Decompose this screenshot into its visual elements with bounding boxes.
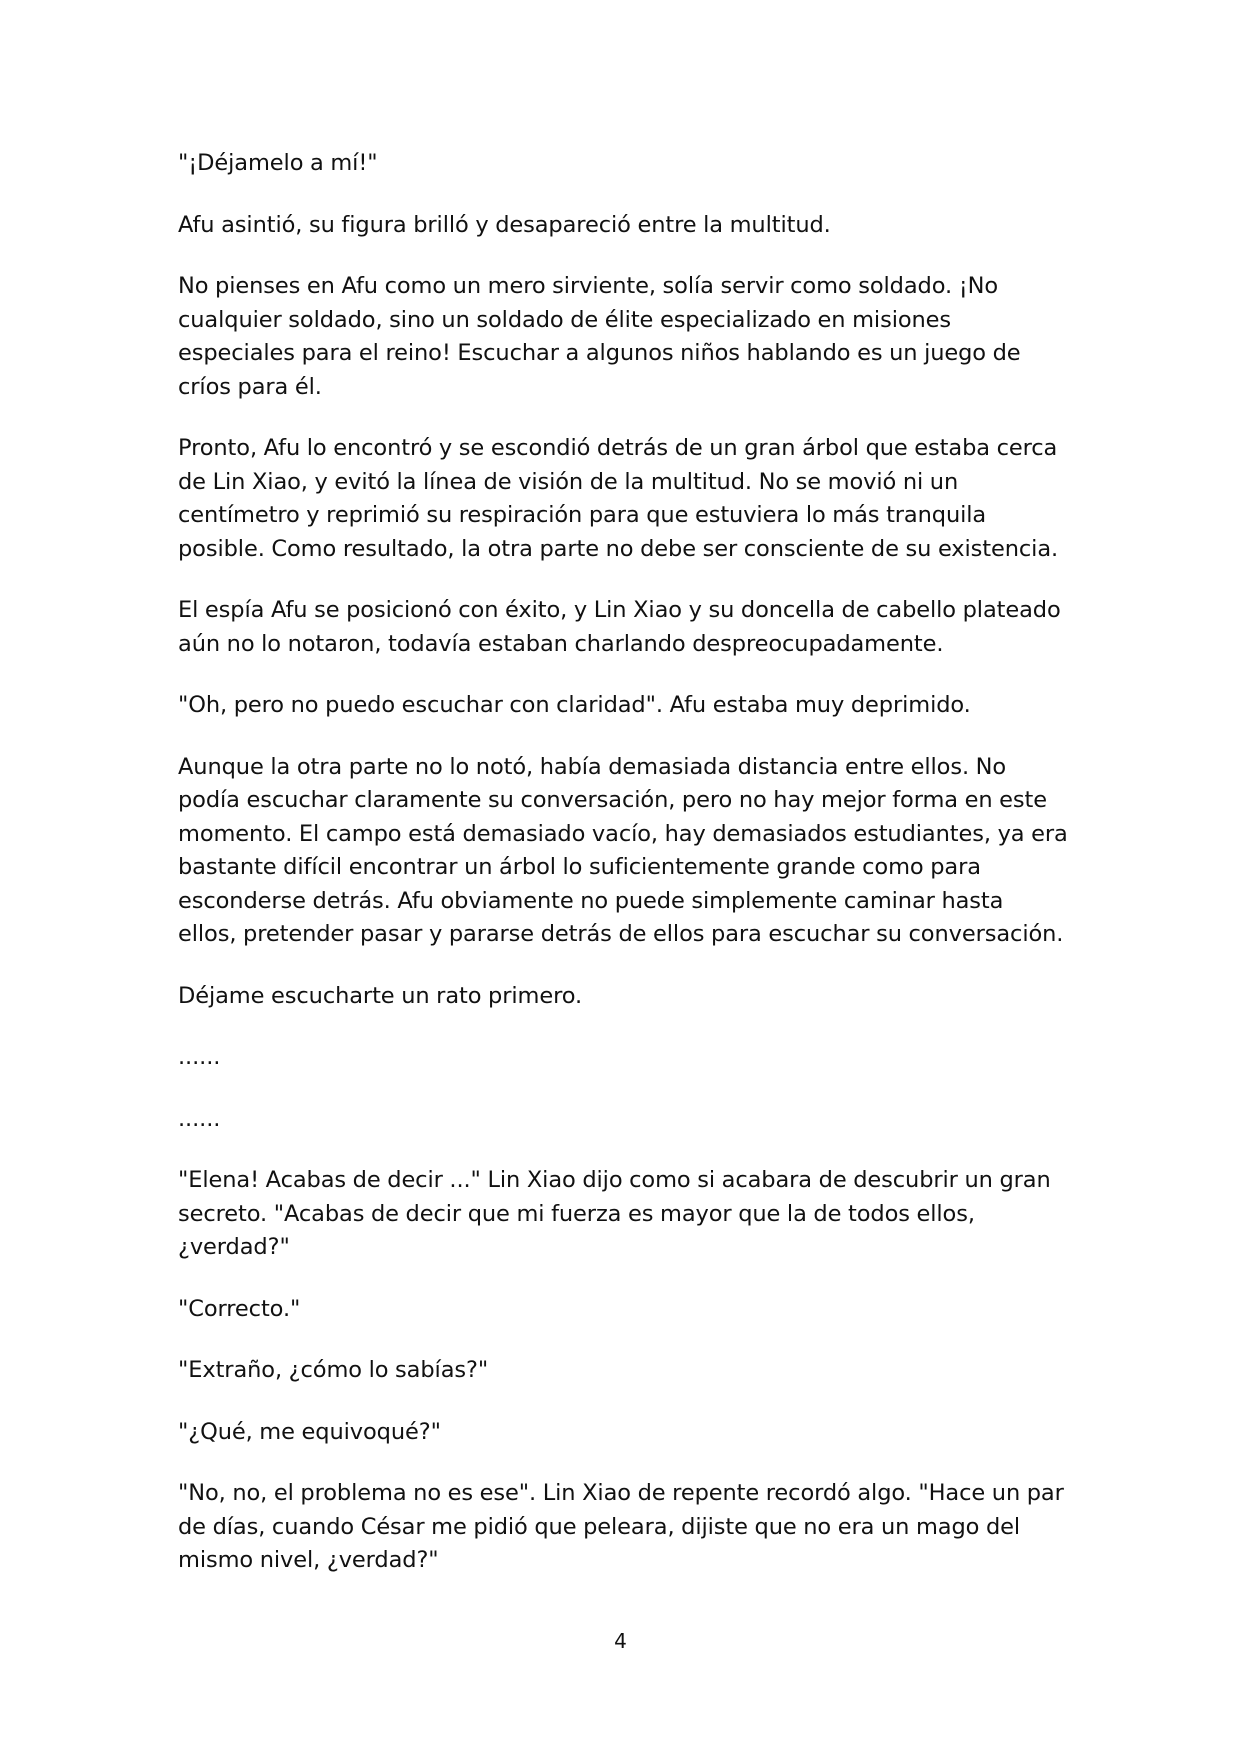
paragraph: "Correcto." [178, 1295, 301, 1322]
paragraph: Aunque la otra parte no lo notó, había demasiada distancia entre ellos. No podía escuchar claramente su conversación, pero no hay mejor forma en este momento. El campo está demasiado vacío, hay demasiados estudiantes, ya era bastante difícil encontrar un árbol lo suficientemente grande como para esconderse detrás. Afu obviamente no puede simplemente caminar hasta ellos, pretender pasar y pararse detrás de ellos para escuchar su conversación. [178, 753, 1068, 947]
paragraph: "Oh, pero no puedo escuchar con claridad". Afu estaba muy deprimido. [178, 692, 971, 718]
paragraph: "Extraño, ¿cómo lo sabías?" [178, 1357, 489, 1383]
paragraph: "¿Qué, me equivoqué?" [178, 1418, 441, 1445]
paragraph: Déjame escucharte un rato primero. [178, 982, 583, 1009]
ellipsis-separator: ...... [178, 1105, 221, 1132]
paragraph: "Elena! Acabas de decir ..." Lin Xiao dijo como si acabara de descubrir un gran secreto. "Acabas de decir que mi fuerza es mayor que la de todos ellos, ¿verdad?" [178, 1167, 1051, 1260]
paragraph: "¡Déjamelo a mí!" [178, 150, 378, 176]
paragraph: El espía Afu se posicionó con éxito, y Lin Xiao y su doncella de cabello plateado aún no lo notaron, todavía estaban charlando despreocupadamente. [178, 597, 1061, 657]
paragraph: Afu asintió, su figura brilló y desapareció entre la multitud. [178, 211, 831, 238]
paragraph: Pronto, Afu lo encontró y se escondió detrás de un gran árbol que estaba cerca de Lin Xiao, y evitó la línea de visión de la multitud. No se movió ni un centímetro y reprimió su respiración para que estuviera lo más tranquila posible. Como resultado, la otra parte no debe ser consciente de su existencia. [178, 435, 1059, 562]
paragraph: "No, no, el problema no es ese". Lin Xiao de repente recordó algo. "Hace un par de días, cuando César me pidió que peleara, dijiste que no era un mago del mismo nivel, ¿verdad?" [178, 1480, 1064, 1573]
page-number: 4 [614, 1629, 627, 1653]
page-body [178, 147, 1068, 1606]
ellipsis-separator: ...... [178, 1044, 221, 1070]
paragraph: No pienses en Afu como un mero sirviente, solía servir como soldado. ¡No cualquier soldado, sino un soldado de élite especializado en misiones especiales para el reino! Escuchar a algunos niños hablando es un juego de críos para él. [178, 273, 1021, 400]
